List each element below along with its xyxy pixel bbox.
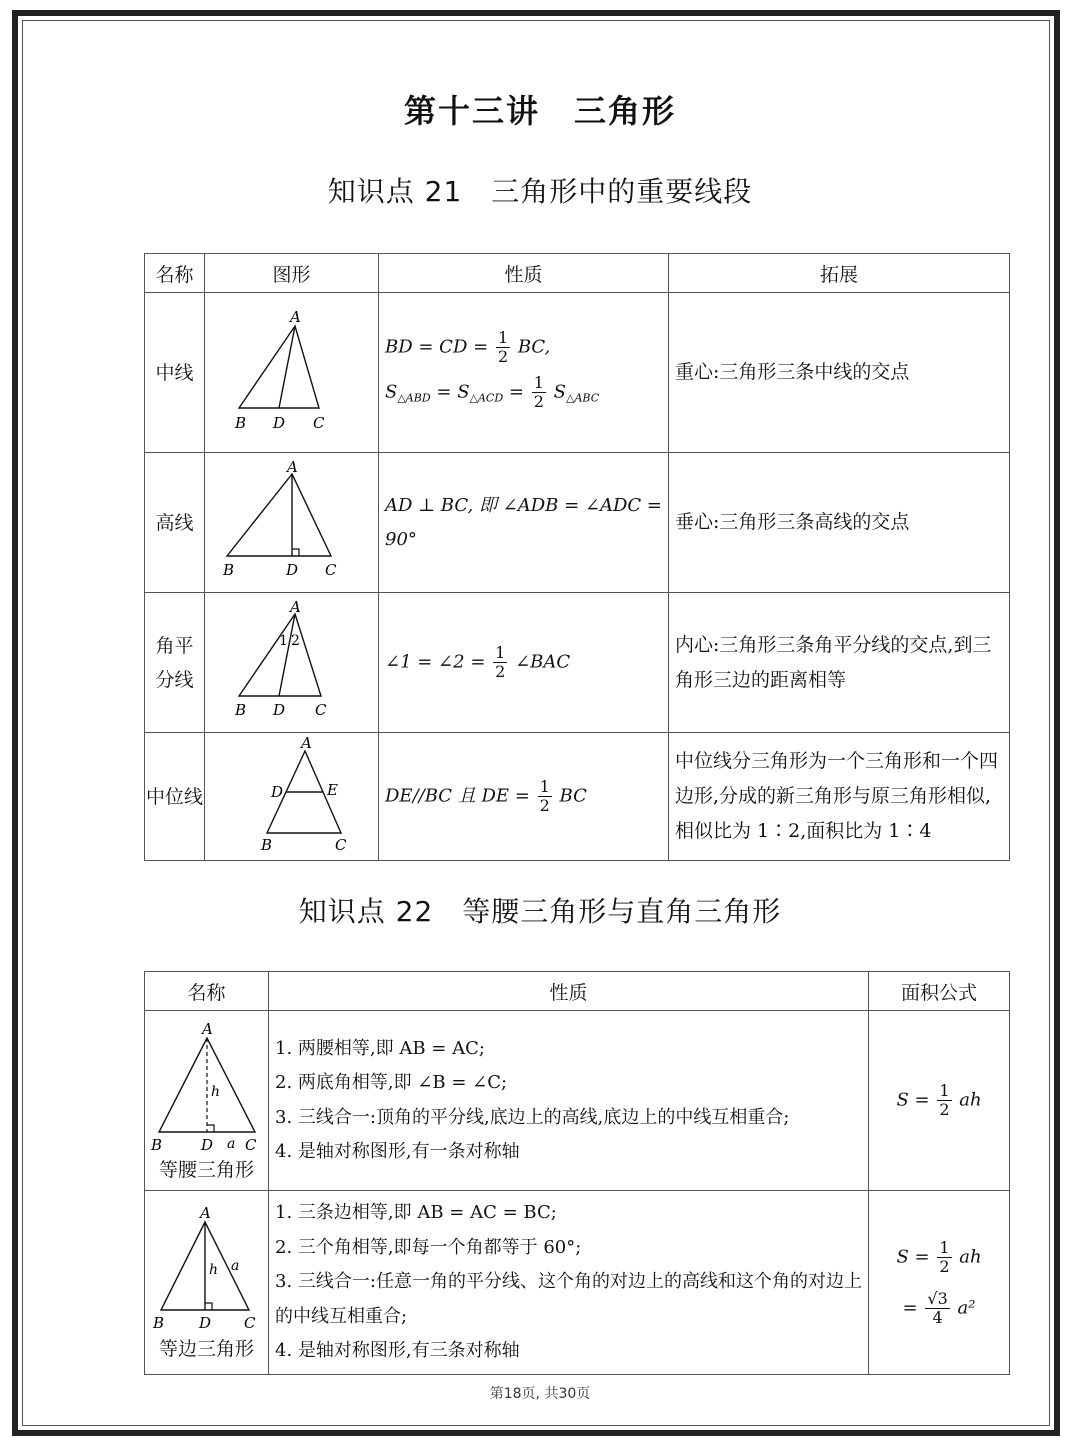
header-name: 名称 <box>145 254 205 293</box>
median-extension: 重心:三角形三条中线的交点 <box>669 293 1010 453</box>
list-item: 2. 三个角相等,即每一个角都等于 60°; <box>275 1236 582 1258</box>
label-angle-1: 1 <box>278 633 288 649</box>
label-a-side: a <box>226 1135 235 1152</box>
label-b: B <box>152 1314 164 1332</box>
list-item: 4. 是轴对称图形,有三条对称轴 <box>275 1340 520 1362</box>
label-a: A <box>289 600 301 616</box>
altitude-triangle-diagram <box>217 460 367 585</box>
median-triangle-diagram <box>217 308 367 438</box>
label-d: D <box>285 561 298 579</box>
label-b: B <box>234 413 246 432</box>
label-a: A <box>199 1204 211 1222</box>
isosceles-cell <box>145 1011 269 1191</box>
lecture-title: 第十三讲 三角形 <box>403 92 676 130</box>
label-d: D <box>198 1314 211 1332</box>
fraction: $\frac{1}{2}$ <box>939 1081 950 1119</box>
isosceles-table <box>144 971 1010 1375</box>
median-figure <box>205 293 379 453</box>
table-row <box>145 1011 1010 1191</box>
label-c: C <box>324 561 336 579</box>
row-name: 中位线 <box>145 733 205 861</box>
label-angle-2: 2 <box>290 633 300 649</box>
label-h: h <box>208 1262 218 1278</box>
header-name: 名称 <box>145 972 269 1011</box>
equilateral-cell <box>145 1191 269 1375</box>
table-row <box>145 293 1010 453</box>
label-a: A <box>286 460 298 476</box>
header-area-formula: 面积公式 <box>869 972 1010 1011</box>
altitude-figure <box>205 453 379 593</box>
isosceles-area-formula: S = $\frac{1}{2}$ ah <box>869 1011 1010 1191</box>
list-item: 2. 两底角相等,即 ∠B = ∠C; <box>275 1072 508 1093</box>
label-d: D <box>200 1135 213 1154</box>
list-item: 3. 三线合一:任意一角的平分线、这个角的对边上的高线和这个角的对边上的中线互相重合; <box>275 1271 862 1327</box>
table-row <box>145 593 1010 733</box>
altitude-property: AD ⊥ BC, 即 ∠ADB = ∠ADC = 90° <box>379 453 669 593</box>
bisector-property: ∠1 = ∠2 = $\frac{1}{2}$ ∠BAC <box>379 593 669 733</box>
isosceles-name: 等腰三角形 <box>158 1158 254 1181</box>
segments-table <box>144 253 1010 861</box>
formula-line2: = $\frac{√3}{4}$ a² <box>902 1288 976 1327</box>
altitude-extension: 垂心:三角形三条高线的交点 <box>669 453 1010 593</box>
label-c: C <box>314 701 326 719</box>
label-b: B <box>222 561 234 579</box>
label-e: E <box>326 780 338 799</box>
table-header-row <box>145 972 1010 1011</box>
midline-triangle-diagram <box>217 737 367 857</box>
fraction: $\frac{1}{2}$ <box>533 373 544 412</box>
median-property-line2: $S_{\triangle ABD} = S_{\triangle ACD}$ = $\frac{1}{2}$ $S_{\triangle ABC}$ <box>385 373 600 412</box>
isosceles-properties <box>269 1011 869 1191</box>
section-heading-22: 知识点 22 等腰三角形与直角三角形 <box>298 895 782 928</box>
row-name: 角平 分线 <box>145 593 205 733</box>
fraction: $\frac{1}{2}$ <box>495 643 506 681</box>
list-item: 1. 三条边相等,即 AB = AC = BC; <box>275 1202 557 1224</box>
label-a: A <box>289 307 301 326</box>
equilateral-triangle-diagram <box>147 1204 267 1334</box>
midline-extension: 中位线分三角形为一个三角形和一个四边形,分成的新三角形与原三角形相似,相似比为 1∶2,面积比为 1∶4 <box>669 733 1010 861</box>
isosceles-triangle-diagram <box>147 1020 267 1155</box>
label-d: D <box>270 782 283 801</box>
header-extension: 拓展 <box>669 254 1010 293</box>
header-figure: 图形 <box>205 254 379 293</box>
label-b: B <box>234 701 246 719</box>
list-item: 1. 两腰相等,即 AB = AC; <box>275 1037 485 1059</box>
label-a: A <box>201 1019 213 1038</box>
label-a-side: a <box>230 1258 239 1274</box>
list-item: 3. 三线合一:顶角的平分线,底边上的高线,底边上的中线互相重合; <box>275 1106 790 1128</box>
section-heading-21: 知识点 21 三角形中的重要线段 <box>327 175 753 208</box>
fraction: $\frac{1}{2}$ <box>539 777 550 815</box>
label-h: h <box>210 1083 220 1100</box>
midline-property: DE//BC 且 DE = $\frac{1}{2}$ BC <box>379 733 669 861</box>
bisector-triangle-diagram <box>217 600 367 725</box>
row-name: 中线 <box>145 293 205 453</box>
label-c: C <box>243 1314 255 1332</box>
label-d: D <box>272 413 285 432</box>
median-property <box>379 293 669 453</box>
header-property: 性质 <box>379 254 669 293</box>
label-d: D <box>272 701 285 719</box>
median-property-line1: BD = CD = $\frac{1}{2}$ BC, <box>385 328 551 367</box>
table-row <box>145 733 1010 861</box>
equilateral-area-formula <box>869 1191 1010 1375</box>
page-number: 第18页, 共30页 <box>489 1386 591 1402</box>
header-property: 性质 <box>269 972 869 1011</box>
fraction: $\frac{1}{2}$ <box>939 1237 950 1276</box>
equilateral-properties <box>269 1191 869 1375</box>
fraction: $\frac{1}{2}$ <box>497 328 509 367</box>
equilateral-name: 等边三角形 <box>158 1338 254 1360</box>
table-row <box>145 1191 1010 1375</box>
label-b: B <box>150 1135 162 1154</box>
table-row <box>145 453 1010 593</box>
label-b: B <box>260 835 272 854</box>
label-a: A <box>300 736 312 752</box>
formula-line1: S = $\frac{1}{2}$ ah <box>896 1237 982 1276</box>
bisector-extension: 内心:三角形三条角平分线的交点,到三角形三边的距离相等 <box>669 593 1010 733</box>
fraction: $\frac{√3}{4}$ <box>927 1288 948 1327</box>
label-c: C <box>244 1135 256 1154</box>
label-c: C <box>334 835 346 854</box>
table-header-row <box>145 254 1010 293</box>
midline-figure <box>205 733 379 861</box>
bisector-figure <box>205 593 379 733</box>
list-item: 4. 是轴对称图形,有一条对称轴 <box>275 1141 520 1162</box>
label-c: C <box>312 413 324 432</box>
row-name: 高线 <box>145 453 205 593</box>
